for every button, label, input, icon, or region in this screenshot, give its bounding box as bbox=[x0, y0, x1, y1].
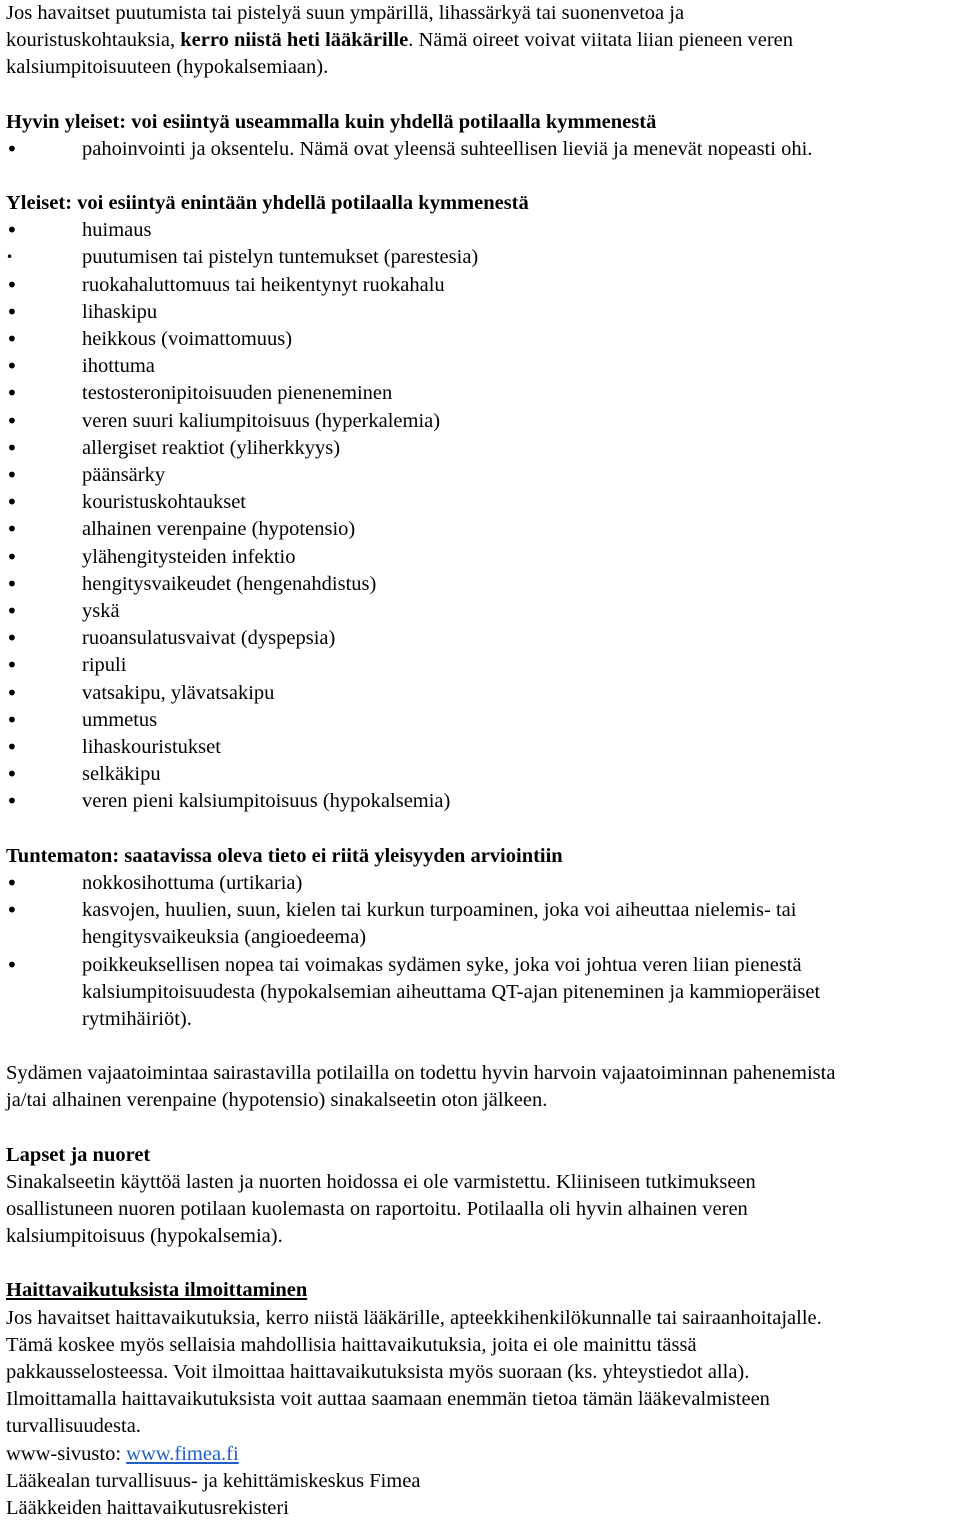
fimea-link[interactable]: www.fimea.fi bbox=[126, 1442, 239, 1465]
intro-emphasis: kerro niistä heti lääkärille bbox=[180, 29, 409, 52]
intro-line: Jos havaitset puutumista tai pistelyä suun ympärillä, lihassärkyä tai suonenvetoa ja bbox=[6, 2, 685, 24]
list-item: • alhainen verenpaine (hypotensio) bbox=[6, 516, 954, 543]
paragraph-line: kalsiumpitoisuus (hypokalsemia). bbox=[6, 1225, 283, 1248]
common-section bbox=[6, 190, 954, 816]
organization-line: Lääkealan turvallisuus- ja kehittämiskeskus Fimea bbox=[6, 1469, 421, 1492]
list-item: • ummetus bbox=[6, 707, 954, 734]
list-item bbox=[6, 952, 954, 1034]
common-heading: Yleiset: voi esiintyä enintään yhdellä potilaalla kymmenestä bbox=[6, 192, 529, 215]
list-item-line: • kasvojen, huulien, suun, kielen tai kurkun turpoaminen, joka voi aiheuttaa nielemis- tai bbox=[82, 899, 797, 922]
paragraph-line: Sydämen vajaatoimintaa sairastavilla potilailla on todettu hyvin harvoin vajaatoiminnan pahenemista bbox=[6, 1062, 836, 1085]
common-list bbox=[6, 217, 954, 815]
list-item bbox=[6, 897, 954, 951]
heart-failure-paragraph bbox=[6, 1060, 954, 1114]
website-line bbox=[6, 1441, 954, 1468]
very-common-section bbox=[6, 109, 954, 163]
list-item: • ripuli bbox=[6, 652, 954, 679]
list-item-line: rytmihäiriöt). bbox=[82, 1007, 192, 1030]
list-item: • päänsärky bbox=[6, 462, 954, 489]
very-common-heading: Hyvin yleiset: voi esiintyä useammalla kuin yhdellä potilaalla kymmenestä bbox=[6, 110, 657, 133]
intro-paragraph bbox=[6, 0, 954, 82]
list-item: • puutumisen tai pistelyn tuntemukset (parestesia) bbox=[6, 244, 954, 271]
list-item: • vatsakipu, ylävatsakipu bbox=[6, 680, 954, 707]
list-item: • huimaus bbox=[6, 217, 954, 244]
intro-line: kalsiumpitoisuuteen (hypokalsemiaan). bbox=[6, 56, 329, 79]
paragraph-line: Jos havaitset haittavaikutuksia, kerro niistä lääkärille, apteekkihenkilökunnalle tai sairaanhoitajalle. bbox=[6, 1306, 822, 1329]
list-item-line: hengitysvaikeuksia (angioedeema) bbox=[82, 926, 367, 949]
list-item: • ylähengitysteiden infektio bbox=[6, 544, 954, 571]
list-item: • lihaskipu bbox=[6, 299, 954, 326]
paragraph-line: Sinakalseetin käyttöä lasten ja nuorten hoidossa ei ole varmistettu. Kliiniseen tutkimukseen bbox=[6, 1170, 756, 1193]
list-item: • lihaskouristukset bbox=[6, 734, 954, 761]
children-section bbox=[6, 1142, 954, 1251]
list-item: • veren pieni kalsiumpitoisuus (hypokalsemia) bbox=[6, 788, 954, 815]
list-item: • veren suuri kaliumpitoisuus (hyperkalemia) bbox=[6, 408, 954, 435]
list-item: • nokkosihottuma (urtikaria) bbox=[6, 870, 954, 897]
paragraph-line: Ilmoittamalla haittavaikutuksista voit auttaa saamaan enemmän tietoa tämän lääkevalmisteen bbox=[6, 1388, 770, 1411]
unknown-section bbox=[6, 843, 954, 1033]
reporting-heading: Haittavaikutuksista ilmoittaminen bbox=[6, 1279, 308, 1302]
reporting-section bbox=[6, 1277, 954, 1522]
list-item-line: kalsiumpitoisuudesta (hypokalsemian aiheuttama QT-ajan piteneminen ja kammioperäiset bbox=[82, 980, 821, 1003]
list-item: • ruoansulatusvaivat (dyspepsia) bbox=[6, 625, 954, 652]
list-item: • kouristuskohtaukset bbox=[6, 489, 954, 516]
website-label: www-sivusto: bbox=[6, 1442, 127, 1465]
intro-text: kouristuskohtauksia, bbox=[6, 29, 181, 52]
paragraph-line: turvallisuudesta. bbox=[6, 1415, 141, 1438]
list-item: • allergiset reaktiot (yliherkkyys) bbox=[6, 435, 954, 462]
list-item: • ihottuma bbox=[6, 353, 954, 380]
organization-line: Lääkkeiden haittavaikutusrekisteri bbox=[6, 1496, 289, 1519]
list-item: • pahoinvointi ja oksentelu. Nämä ovat yleensä suhteellisen lieviä ja menevät nopeasti ohi. bbox=[6, 136, 954, 163]
intro-text: . Nämä oireet voivat viitata liian pieneen veren bbox=[408, 29, 793, 52]
list-item: • heikkous (voimattomuus) bbox=[6, 326, 954, 353]
unknown-heading: Tuntematon: saatavissa oleva tieto ei riitä yleisyyden arviointiin bbox=[6, 844, 563, 867]
paragraph-line: pakkausselosteessa. Voit ilmoittaa haittavaikutuksista myös suoraan (ks. yhteystiedot alla). bbox=[6, 1360, 750, 1383]
list-item: • selkäkipu bbox=[6, 761, 954, 788]
list-item: • testosteronipitoisuuden pieneneminen bbox=[6, 380, 954, 407]
children-heading: Lapset ja nuoret bbox=[6, 1143, 151, 1166]
list-item: • ruokahaluttomuus tai heikentynyt ruokahalu bbox=[6, 272, 954, 299]
intro-line bbox=[6, 27, 954, 54]
list-item: • yskä bbox=[6, 598, 954, 625]
list-item: • hengitysvaikeudet (hengenahdistus) bbox=[6, 571, 954, 598]
paragraph-line: Tämä koskee myös sellaisia mahdollisia haittavaikutuksia, joita ei ole mainittu tässä bbox=[6, 1333, 697, 1356]
list-item-line: • poikkeuksellisen nopea tai voimakas sydämen syke, joka voi johtua veren liian pienestä bbox=[82, 953, 802, 976]
paragraph-line: osallistuneen nuoren potilaan kuolemasta on raportoitu. Potilaalla oli hyvin alhainen veren bbox=[6, 1197, 748, 1220]
paragraph-line: ja/tai alhainen verenpaine (hypotensio) sinakalseetin oton jälkeen. bbox=[6, 1089, 548, 1112]
